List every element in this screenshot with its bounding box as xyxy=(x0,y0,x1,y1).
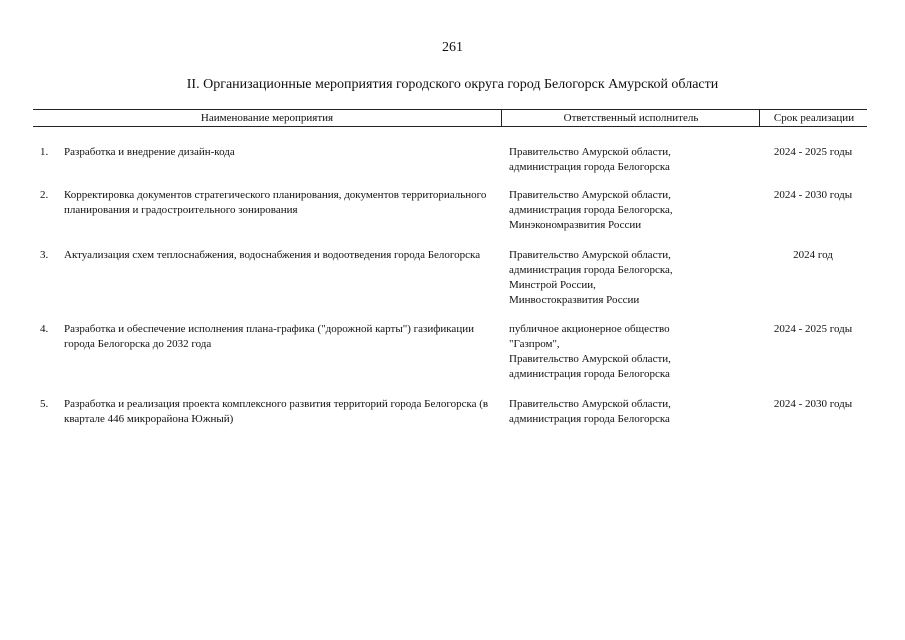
executor-line: Правительство Амурской области, xyxy=(509,249,671,261)
row-term: 2024 - 2025 годы xyxy=(773,146,853,158)
header-term: Срок реализации xyxy=(759,110,868,126)
header-name: Наименование мероприятия xyxy=(200,112,334,124)
executor-line: администрация города Белогорска xyxy=(509,413,670,425)
row-number: 3. xyxy=(40,249,49,261)
row-term: 2024 - 2030 годы xyxy=(773,398,853,410)
executor-line: Минстрой России, xyxy=(509,279,596,291)
row-term: 2024 год xyxy=(793,249,833,261)
row-name: Разработка и реализация проекта комплексного развития территорий города Белогорска (в квартале 446 микрорайона Южный) xyxy=(64,398,489,425)
row-executor xyxy=(509,397,757,427)
row-name: Разработка и обеспечение исполнения плана-графика ("дорожной карты") газификации города Белогорска до 2032 года xyxy=(64,323,474,350)
section-title: II. Организационные мероприятия городского округа город Белогорск Амурской области xyxy=(186,77,719,92)
row-name: Актуализация схем теплоснабжения, водоснабжения и водоотведения города Белогорска xyxy=(64,249,481,261)
row-term: 2024 - 2030 годы xyxy=(773,189,853,201)
events-table xyxy=(33,109,867,425)
row-number: 4. xyxy=(40,323,49,335)
row-number: 5. xyxy=(40,398,49,410)
row-executor xyxy=(509,248,757,308)
executor-line: администрация города Белогорска, xyxy=(509,204,673,216)
executor-line: Правительство Амурской области, xyxy=(509,189,671,201)
executor-line: "Газпром", xyxy=(509,338,560,350)
row-term: 2024 - 2025 годы xyxy=(773,323,853,335)
executor-line: администрация города Белогорска xyxy=(509,368,670,380)
row-executor xyxy=(509,322,757,382)
executor-line: администрация города Белогорска, xyxy=(509,264,673,276)
row-name: Корректировка документов стратегического планирования, документов территориального планирования и градостроительного зонирования xyxy=(64,189,487,216)
page-number: 261 xyxy=(442,40,463,55)
row-executor xyxy=(509,145,757,175)
executor-line: Минвостокразвития России xyxy=(509,294,640,306)
row-number: 2. xyxy=(40,189,49,201)
header-executor: Ответственный исполнитель xyxy=(501,110,760,126)
executor-line: Правительство Амурской области, xyxy=(509,146,671,158)
row-name: Разработка и внедрение дизайн-кода xyxy=(64,146,235,158)
executor-line: Правительство Амурской области, xyxy=(509,398,671,410)
table-header xyxy=(33,109,867,127)
row-executor xyxy=(509,188,757,233)
row-number: 1. xyxy=(40,146,49,158)
executor-line: публичное акционерное общество xyxy=(509,323,670,335)
executor-line: Правительство Амурской области, xyxy=(509,353,671,365)
executor-line: администрация города Белогорска xyxy=(509,161,670,173)
executor-line: Минэкономразвития России xyxy=(509,219,642,231)
